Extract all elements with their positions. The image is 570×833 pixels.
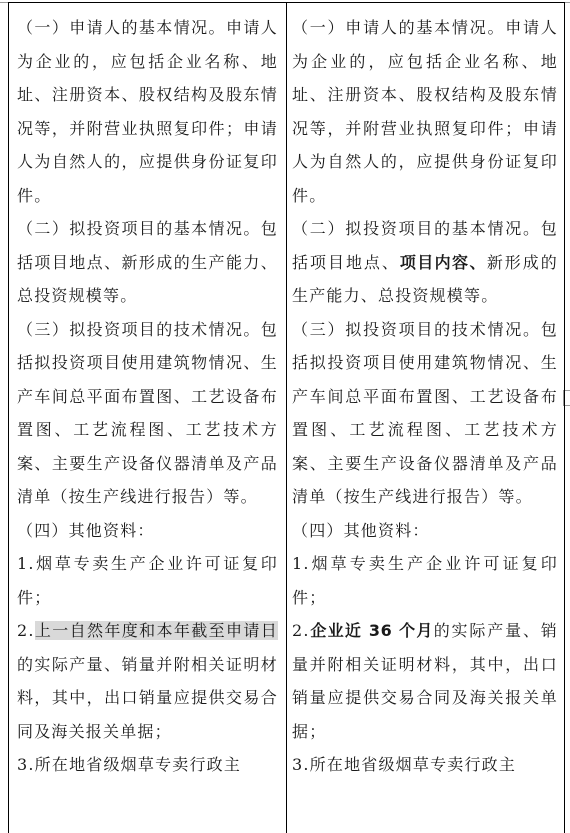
comparison-table [8,2,565,833]
right-para-applicant-info: （一）申请人的基本情况。申请人为企业的，应包括企业名称、地址、注册资本、股权结构及股东情况等，并附营业执照复印件；申请人为自然人的，应提供身份证复印件。 [292,18,558,205]
right-project-basic-start: （二）拟投资项目的基本情况。包括项目地点、 [292,219,558,272]
right-para-item-1: 1.烟草专卖生产企业许可证复印件； [292,554,558,607]
right-item-2-bold-text: 企业近 36 个月 [309,621,434,640]
left-para-other-materials: （四）其他资料： [17,520,155,540]
left-para-project-basic: （二）拟投资项目的基本情况。包括项目地点、新形成的生产能力、总投资规模等。 [17,219,278,305]
left-item-2-highlighted-text: 上一自然年度和本年截至申请日 [34,621,278,640]
right-item-2-rest: 的实际产量、销量并附相关证明材料，其中，出口销量应提供交易合同及海关报关单据； [292,621,558,741]
right-project-basic-end: 新形成的生产能力、总投资规模等。 [292,252,558,305]
left-para-applicant-info: （一）申请人的基本情况。申请人为企业的，应包括企业名称、地址、注册资本、股权结构及股东情况等，并附营业执照复印件；申请人为自然人的，应提供身份证复印件。 [17,18,278,205]
right-para-item-2 [292,614,558,748]
left-para-item-3: 3.所在地省级烟草专卖行政主 [17,755,242,774]
right-item-2-prefix: 2. [292,621,310,640]
right-para-project-basic [292,212,558,313]
revised-text-column [287,3,565,833]
right-para-item-3: 3.所在地省级烟草专卖行政主 [292,755,517,774]
left-para-item-1: 1.烟草专卖生产企业许可证复印件； [17,554,278,607]
right-para-project-technical: （三）拟投资项目的技术情况。包括拟投资项目使用建筑物情况、生产车间总平面布置图、工艺设备布置图、工艺流程图、工艺技术方案、主要生产设备仪器清单及产品清单（按生产线进行报告）等。 [292,319,558,506]
left-item-2-prefix: 2. [17,621,35,640]
right-project-content-added: 项目内容、 [399,252,487,272]
right-para-other-materials: （四）其他资料： [292,520,430,540]
original-text-column [9,3,287,833]
left-para-item-2 [17,614,278,748]
left-item-2-rest: 的实际产量、销量并附相关证明材料，其中，出口销量应提供交易合同及海关报关单据； [17,654,278,741]
left-para-project-technical: （三）拟投资项目的技术情况。包括拟投资项目使用建筑物情况、生产车间总平面布置图、工艺设备布置图、工艺流程图、工艺技术方案、主要生产设备仪器清单及产品清单（按生产线进行报告）等。 [17,319,278,506]
